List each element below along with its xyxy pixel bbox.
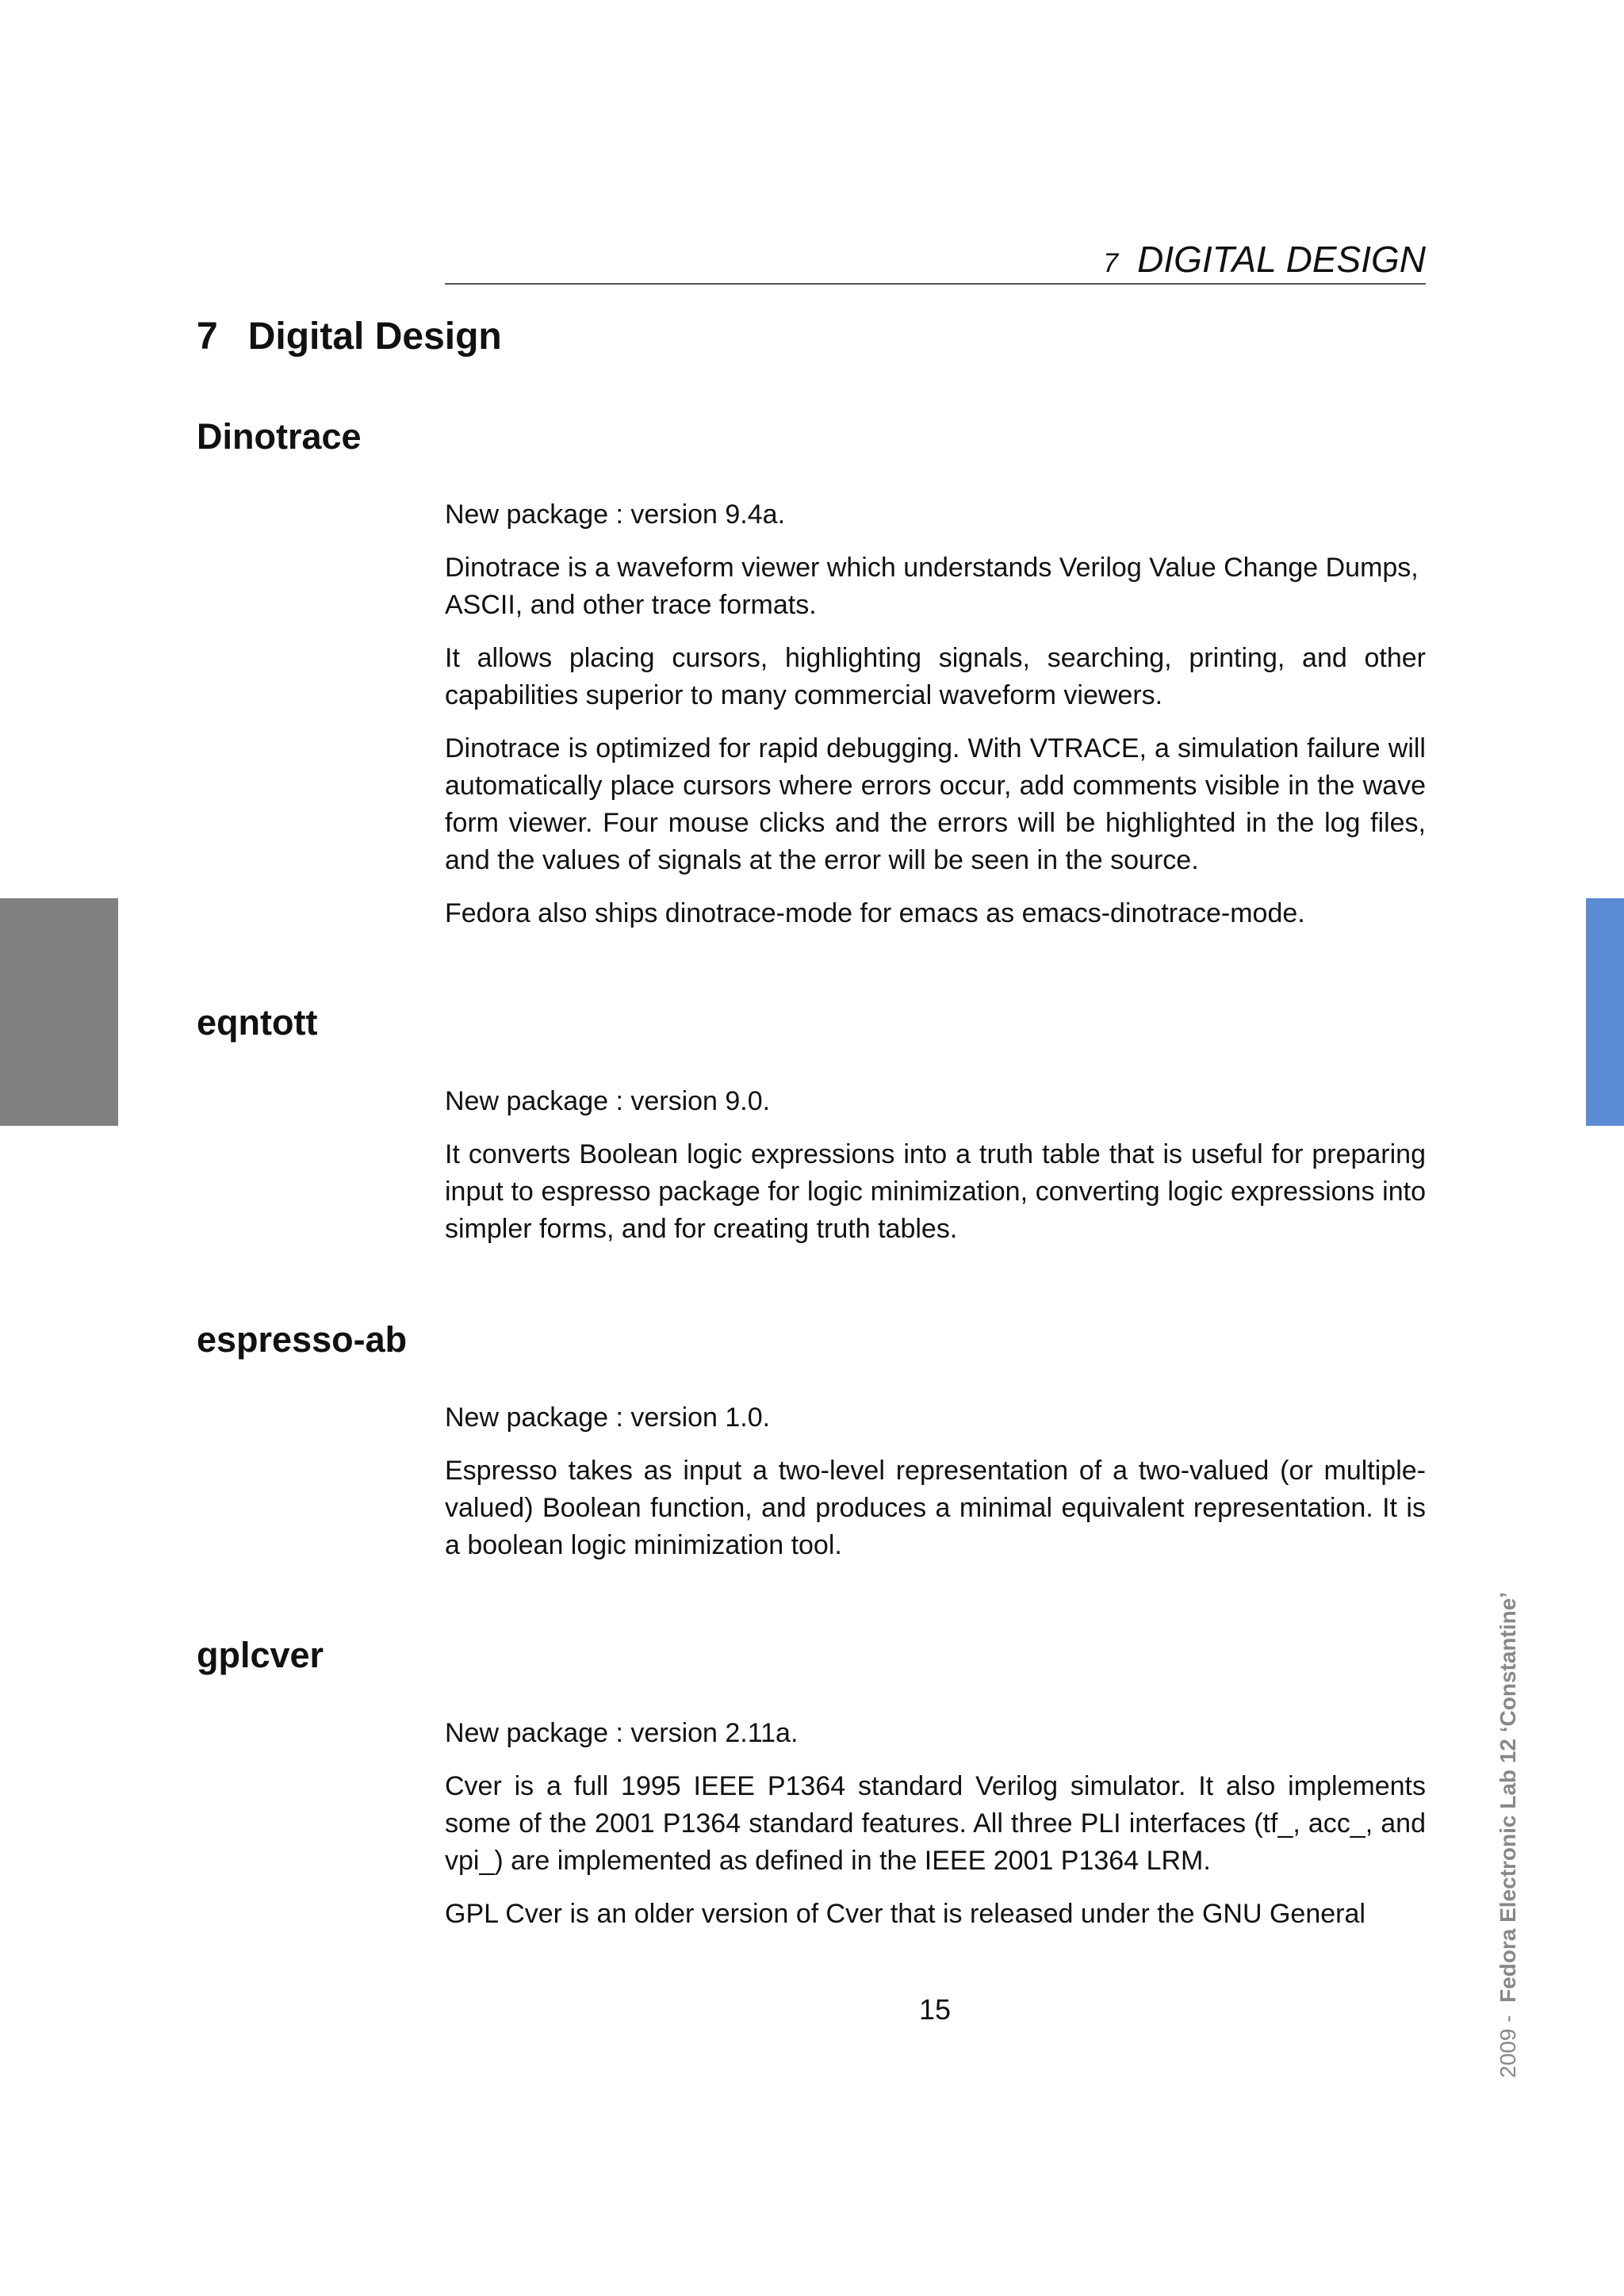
package-paragraph: It allows placing cursors, highlighting signals, searching, printing, and other capabilities superior to many commercial waveform viewers. [445, 643, 1426, 710]
left-thumb-tab [0, 898, 118, 1126]
package-version: New package : version 9.4a. [445, 499, 786, 530]
package-body-dinotrace [445, 496, 1426, 948]
package-body-gplcver [445, 1715, 1426, 1949]
package-title-eqntott: eqntott [197, 1002, 318, 1043]
package-paragraph: Cver is a full 1995 IEEE P1364 standard Verilog simulator. It also implements some of the 2001 P1364 standard features. All three PLI interfaces (tf_, acc_, and vpi_) are implemented as defined in the IEEE 2001 P1364 LRM. [445, 1771, 1426, 1876]
package-title-dinotrace: Dinotrace [197, 416, 362, 457]
side-note-year: 2009 - [1496, 2015, 1520, 2078]
package-title-gplcver: gplcver [197, 1635, 324, 1675]
running-header [445, 236, 1426, 282]
section-title [197, 312, 502, 362]
running-header-title: DIGITAL DESIGN [1137, 239, 1426, 280]
package-version: New package : version 2.11a. [445, 1718, 799, 1748]
section-title-text: Digital Design [247, 316, 502, 358]
section-number: 7 [197, 316, 218, 358]
package-version: New package : version 9.0. [445, 1086, 771, 1116]
page-number: 15 [918, 1993, 952, 2026]
running-header-number: 7 [1103, 248, 1119, 278]
package-paragraph: Fedora also ships dinotrace-mode for emacs as emacs-dinotrace-mode. [445, 898, 1305, 928]
package-title-espresso-ab: espresso-ab [197, 1319, 408, 1360]
package-body-eqntott [445, 1083, 1426, 1264]
right-thumb-tab [1586, 898, 1624, 1126]
package-paragraph: Dinotrace is optimized for rapid debugging. With VTRACE, a simulation failure will automatically place cursors where errors occur, add comments visible in the wave form viewer. Four mouse clicks and the errors will be highlighted in the log files, and the values of signals at the error will be seen in the source. [445, 733, 1426, 875]
package-body-espresso-ab [445, 1399, 1426, 1580]
package-paragraph: Dinotrace is a waveform viewer which understands Verilog Value Change Dumps, ASCII, and other trace formats. [445, 553, 1419, 620]
header-rule [445, 283, 1426, 285]
side-note-title: Fedora Electronic Lab 12 ‘Constantine’ [1496, 1591, 1520, 2003]
package-paragraph: GPL Cver is an older version of Cver that is released under the GNU General [445, 1899, 1365, 1929]
package-version: New package : version 1.0. [445, 1402, 771, 1433]
package-paragraph: It converts Boolean logic expressions into a truth table that is useful for preparing input to espresso package for logic minimization, converting logic expressions into simpler forms, and for creating truth tables. [445, 1139, 1426, 1244]
package-paragraph: Espresso takes as input a two-level representation of a two-valued (or multiple-valued) Boolean function, and produces a minimal equivalent representation. It is a boolean logic minimization tool. [445, 1456, 1426, 1560]
side-note [1495, 1592, 1522, 2078]
